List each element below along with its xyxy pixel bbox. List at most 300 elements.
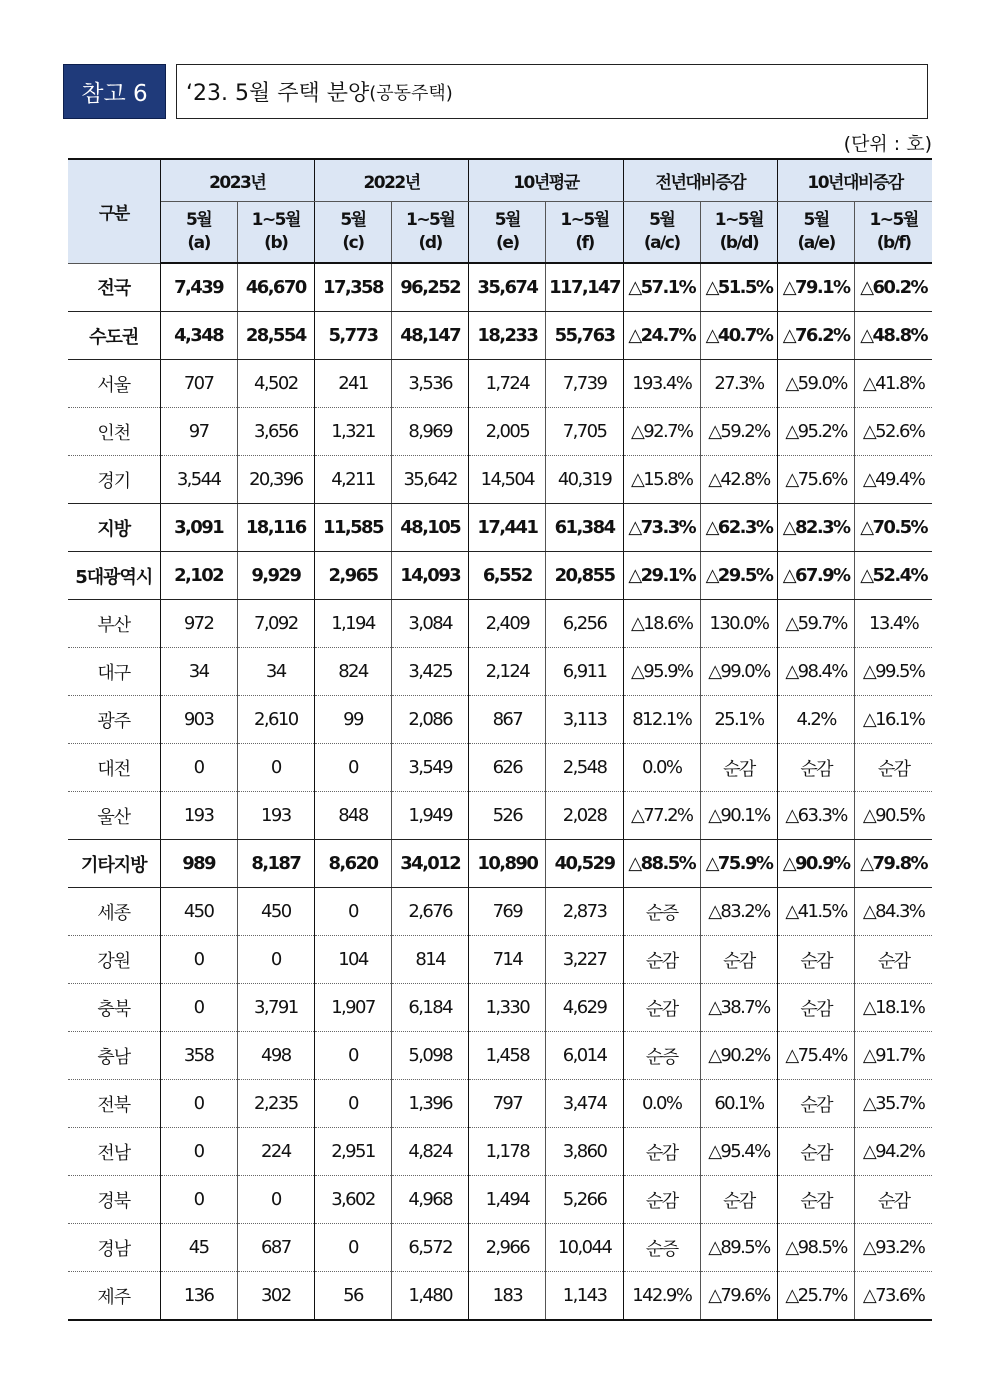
table-cell: △95.9% (623, 648, 700, 696)
row-label: 전북 (68, 1080, 160, 1128)
table-cell: △98.5% (778, 1224, 855, 1272)
table-cell: 193.4% (623, 360, 700, 408)
header-subcol-code: (b/d) (719, 233, 759, 253)
table-cell: 2,235 (237, 1080, 314, 1128)
table-cell: 6,014 (546, 1032, 623, 1080)
table-cell: 48,105 (392, 504, 469, 552)
table-row (68, 984, 932, 1032)
table-cell: △83.2% (700, 888, 777, 936)
table-cell: 순증 (623, 888, 700, 936)
table-row (68, 696, 932, 744)
table-cell: 순감 (778, 1080, 855, 1128)
table-cell: 2,610 (237, 696, 314, 744)
table-cell: 3,474 (546, 1080, 623, 1128)
header-subcol (237, 202, 314, 264)
table-cell: 40,529 (546, 840, 623, 888)
table-cell: 20,855 (546, 552, 623, 600)
table-cell: △92.7% (623, 408, 700, 456)
table-cell: △24.7% (623, 312, 700, 360)
table-cell: 3,549 (392, 744, 469, 792)
table-cell: 3,860 (546, 1128, 623, 1176)
table-cell: 10,044 (546, 1224, 623, 1272)
table-row (68, 1080, 932, 1128)
row-label: 세종 (68, 888, 160, 936)
header-group: 2023년 (160, 159, 314, 202)
table-header (68, 159, 932, 263)
header-subcol-period: 1~5월 (251, 210, 300, 230)
header-subcol (314, 202, 391, 264)
table-cell: 8,620 (314, 840, 391, 888)
table-cell: △40.7% (700, 312, 777, 360)
table-cell: 2,086 (392, 696, 469, 744)
table-cell: 4,211 (314, 456, 391, 504)
table-row (68, 1272, 932, 1321)
table-cell: 7,439 (160, 263, 237, 312)
table-row (68, 312, 932, 360)
row-label: 지방 (68, 504, 160, 552)
table-cell: 순감 (623, 936, 700, 984)
header-subcol (160, 202, 237, 264)
table-cell: 1,458 (469, 1032, 546, 1080)
table-cell: 10,890 (469, 840, 546, 888)
table-cell: 2,028 (546, 792, 623, 840)
table-cell: △82.3% (778, 504, 855, 552)
table-cell: 순감 (778, 744, 855, 792)
table-cell: 27.3% (700, 360, 777, 408)
table-row (68, 1176, 932, 1224)
header-subcol-period: 1~5월 (869, 210, 918, 230)
table-cell: △89.5% (700, 1224, 777, 1272)
table-cell: 순감 (623, 1176, 700, 1224)
table-cell: 707 (160, 360, 237, 408)
table-cell: △77.2% (623, 792, 700, 840)
table-cell: △18.1% (855, 984, 932, 1032)
table-cell: 136 (160, 1272, 237, 1321)
table-cell: 7,705 (546, 408, 623, 456)
table-cell: 4,824 (392, 1128, 469, 1176)
table-cell: △51.5% (700, 263, 777, 312)
table-cell: 2,005 (469, 408, 546, 456)
table-cell: △60.2% (855, 263, 932, 312)
table-cell: 순감 (855, 936, 932, 984)
table-cell: 45 (160, 1224, 237, 1272)
table-row (68, 1224, 932, 1272)
table-row (68, 360, 932, 408)
table-row (68, 552, 932, 600)
table-cell: 0 (237, 936, 314, 984)
row-label: 강원 (68, 936, 160, 984)
table-cell: 4,629 (546, 984, 623, 1032)
table-cell: 814 (392, 936, 469, 984)
row-label: 대구 (68, 648, 160, 696)
table-cell: 3,113 (546, 696, 623, 744)
title-box (176, 64, 928, 119)
table-cell: 1,907 (314, 984, 391, 1032)
table-row (68, 504, 932, 552)
table-cell: 0 (237, 1176, 314, 1224)
table-cell: △67.9% (778, 552, 855, 600)
table-cell: 3,091 (160, 504, 237, 552)
table-cell: 순감 (855, 744, 932, 792)
table-cell: 0 (160, 984, 237, 1032)
table-cell: △91.7% (855, 1032, 932, 1080)
header-subcol-period: 1~5월 (714, 210, 764, 230)
table-cell: △15.8% (623, 456, 700, 504)
table-cell: 2,965 (314, 552, 391, 600)
table-cell: 626 (469, 744, 546, 792)
row-label: 경기 (68, 456, 160, 504)
table-cell: 302 (237, 1272, 314, 1321)
table-cell: 867 (469, 696, 546, 744)
table-cell: 117,147 (546, 263, 623, 312)
table-cell: 2,548 (546, 744, 623, 792)
table-row (68, 456, 932, 504)
table-cell: △63.3% (778, 792, 855, 840)
table-cell: △52.4% (855, 552, 932, 600)
table-cell: 35,674 (469, 263, 546, 312)
table-cell: △59.2% (700, 408, 777, 456)
table-cell: 18,116 (237, 504, 314, 552)
table-cell: 순증 (623, 1224, 700, 1272)
table-cell: 358 (160, 1032, 237, 1080)
header-subcol-period: 5월 (803, 210, 829, 230)
row-label: 서울 (68, 360, 160, 408)
header-subcol-period: 5월 (340, 210, 366, 230)
table-cell: △84.3% (855, 888, 932, 936)
table-cell: 104 (314, 936, 391, 984)
table-cell: 2,409 (469, 600, 546, 648)
table-cell: 순감 (700, 936, 777, 984)
header-subcol-period: 5월 (649, 210, 675, 230)
table-cell: △75.4% (778, 1032, 855, 1080)
table-cell: 450 (160, 888, 237, 936)
table-cell: 1,321 (314, 408, 391, 456)
table-cell: 61,384 (546, 504, 623, 552)
table-cell: △29.5% (700, 552, 777, 600)
table-cell: 0 (160, 744, 237, 792)
table-row (68, 888, 932, 936)
table-cell: 9,929 (237, 552, 314, 600)
table-cell: 2,951 (314, 1128, 391, 1176)
table-cell: △16.1% (855, 696, 932, 744)
page-subtitle: (공동주택) (369, 82, 453, 104)
row-label: 5대광역시 (68, 552, 160, 600)
header-subcol (546, 202, 623, 264)
table-cell: △59.7% (778, 600, 855, 648)
table-cell: 687 (237, 1224, 314, 1272)
table-cell: 11,585 (314, 504, 391, 552)
table-cell: 6,552 (469, 552, 546, 600)
table-row (68, 648, 932, 696)
header-subcol-code: (c) (342, 233, 364, 253)
table-cell: 0 (160, 1080, 237, 1128)
table-cell: 순감 (623, 1128, 700, 1176)
table-cell: 3,425 (392, 648, 469, 696)
table-cell: 28,554 (237, 312, 314, 360)
row-label: 인천 (68, 408, 160, 456)
table-cell: 903 (160, 696, 237, 744)
row-label: 경북 (68, 1176, 160, 1224)
table-cell: 46,670 (237, 263, 314, 312)
table-cell: 5,266 (546, 1176, 623, 1224)
table-cell: △75.6% (778, 456, 855, 504)
header-subcol (855, 202, 932, 264)
table-cell: 6,184 (392, 984, 469, 1032)
table-cell: △41.8% (855, 360, 932, 408)
table-cell: △48.8% (855, 312, 932, 360)
table-row (68, 792, 932, 840)
table-cell: 7,739 (546, 360, 623, 408)
header-subcol-code: (a/c) (643, 233, 680, 253)
table-cell: 4.2% (778, 696, 855, 744)
table-cell: 3,791 (237, 984, 314, 1032)
table-row (68, 744, 932, 792)
header-group: 10년평균 (469, 159, 623, 202)
header-subcol (392, 202, 469, 264)
table-cell: 450 (237, 888, 314, 936)
housing-supply-table (68, 158, 932, 1321)
table-cell: 0 (160, 1176, 237, 1224)
row-label: 광주 (68, 696, 160, 744)
table-cell: 498 (237, 1032, 314, 1080)
table-cell: △59.0% (778, 360, 855, 408)
table-row (68, 600, 932, 648)
header-subcol (469, 202, 546, 264)
table-cell: 48,147 (392, 312, 469, 360)
table-cell: 14,093 (392, 552, 469, 600)
table-cell: 3,536 (392, 360, 469, 408)
table-cell: △73.3% (623, 504, 700, 552)
header-group: 전년대비증감 (623, 159, 777, 202)
table-cell: △79.6% (700, 1272, 777, 1321)
row-label: 기타지방 (68, 840, 160, 888)
table-cell: △90.5% (855, 792, 932, 840)
table-cell: 1,143 (546, 1272, 623, 1321)
table-cell: 989 (160, 840, 237, 888)
table-cell: 0 (314, 744, 391, 792)
table-cell: △70.5% (855, 504, 932, 552)
reference-badge: 참고 6 (63, 64, 166, 119)
table-cell: 순감 (855, 1176, 932, 1224)
table-cell: 순감 (778, 1176, 855, 1224)
table-cell: 2,966 (469, 1224, 546, 1272)
table-cell: 8,187 (237, 840, 314, 888)
table-cell: 4,348 (160, 312, 237, 360)
row-label: 수도권 (68, 312, 160, 360)
table-cell: 769 (469, 888, 546, 936)
table-cell: 1,494 (469, 1176, 546, 1224)
table-cell: 0.0% (623, 1080, 700, 1128)
table-cell: △95.4% (700, 1128, 777, 1176)
table-cell: 972 (160, 600, 237, 648)
row-label: 제주 (68, 1272, 160, 1321)
table-cell: 142.9% (623, 1272, 700, 1321)
table-cell: 5,773 (314, 312, 391, 360)
table-cell: 812.1% (623, 696, 700, 744)
table-cell: 순감 (778, 936, 855, 984)
table-cell: 1,194 (314, 600, 391, 648)
table-cell: 8,969 (392, 408, 469, 456)
table-cell: 0 (314, 1080, 391, 1128)
table-cell: △35.7% (855, 1080, 932, 1128)
table-cell: 3,656 (237, 408, 314, 456)
table-cell: 0 (314, 888, 391, 936)
row-label: 전남 (68, 1128, 160, 1176)
table-cell: 순감 (778, 984, 855, 1032)
table-cell: 1,178 (469, 1128, 546, 1176)
table-cell: △49.4% (855, 456, 932, 504)
table-cell: 18,233 (469, 312, 546, 360)
table-cell: 3,084 (392, 600, 469, 648)
table-cell: 순증 (623, 1032, 700, 1080)
table-cell: 1,480 (392, 1272, 469, 1321)
table-cell: △95.2% (778, 408, 855, 456)
table-cell: △41.5% (778, 888, 855, 936)
table-cell: 35,642 (392, 456, 469, 504)
table-cell: 17,441 (469, 504, 546, 552)
table-cell: △75.9% (700, 840, 777, 888)
table-cell: 193 (160, 792, 237, 840)
table-cell: 96,252 (392, 263, 469, 312)
table-cell: 1,330 (469, 984, 546, 1032)
table-cell: △52.6% (855, 408, 932, 456)
table-cell: 2,102 (160, 552, 237, 600)
table-cell: △99.5% (855, 648, 932, 696)
table-cell: △42.8% (700, 456, 777, 504)
row-label: 울산 (68, 792, 160, 840)
table-cell: △79.1% (778, 263, 855, 312)
table-cell: 193 (237, 792, 314, 840)
table-cell: 6,572 (392, 1224, 469, 1272)
table-cell: 2,124 (469, 648, 546, 696)
table-cell: △90.9% (778, 840, 855, 888)
row-label: 부산 (68, 600, 160, 648)
table-cell: 130.0% (700, 600, 777, 648)
page-title: ‘23. 5월 주택 분양 (186, 81, 370, 106)
table-cell: △29.1% (623, 552, 700, 600)
header-subcol-code: (b) (264, 233, 288, 253)
table-cell: △99.0% (700, 648, 777, 696)
table-cell: 1,949 (392, 792, 469, 840)
table-cell: △73.6% (855, 1272, 932, 1321)
table-cell: 7,092 (237, 600, 314, 648)
table-cell: △38.7% (700, 984, 777, 1032)
table-cell: 183 (469, 1272, 546, 1321)
table-cell: 0 (237, 744, 314, 792)
table-row (68, 936, 932, 984)
table-row (68, 1032, 932, 1080)
header-stub: 구분 (68, 159, 160, 263)
table-cell: 55,763 (546, 312, 623, 360)
table-cell: 526 (469, 792, 546, 840)
table-body (68, 263, 932, 1320)
table-row (68, 1128, 932, 1176)
table-cell: 99 (314, 696, 391, 744)
row-label: 대전 (68, 744, 160, 792)
table-cell: 20,396 (237, 456, 314, 504)
table-cell: 2,873 (546, 888, 623, 936)
table-cell: 34 (160, 648, 237, 696)
table-cell: 순감 (778, 1128, 855, 1176)
table-cell: 4,968 (392, 1176, 469, 1224)
header-subcol-code: (a) (187, 233, 210, 253)
row-label: 전국 (68, 263, 160, 312)
table-cell: 6,256 (546, 600, 623, 648)
table-cell: △94.2% (855, 1128, 932, 1176)
header-subcol-code: (f) (575, 233, 594, 253)
table-cell: △62.3% (700, 504, 777, 552)
header-group: 10년대비증감 (778, 159, 932, 202)
table-cell: 13.4% (855, 600, 932, 648)
table-cell: 3,544 (160, 456, 237, 504)
table-cell: 1,396 (392, 1080, 469, 1128)
header-subcol-code: (b/f) (876, 233, 911, 253)
table-cell: 0 (314, 1224, 391, 1272)
table-cell: 1,724 (469, 360, 546, 408)
table-cell: 2,676 (392, 888, 469, 936)
table-cell: 34,012 (392, 840, 469, 888)
table-cell: △90.2% (700, 1032, 777, 1080)
table-cell: 824 (314, 648, 391, 696)
table-cell: 3,227 (546, 936, 623, 984)
table-cell: 3,602 (314, 1176, 391, 1224)
table-cell: 714 (469, 936, 546, 984)
table-cell: △90.1% (700, 792, 777, 840)
table-cell: △25.7% (778, 1272, 855, 1321)
table-cell: △98.4% (778, 648, 855, 696)
row-label: 경남 (68, 1224, 160, 1272)
table-cell: 56 (314, 1272, 391, 1321)
header-subcol-period: 1~5월 (405, 210, 455, 230)
header-subcol-period: 1~5월 (560, 210, 609, 230)
header-subcol (778, 202, 855, 264)
row-label: 충북 (68, 984, 160, 1032)
table-cell: △88.5% (623, 840, 700, 888)
header-subcol-period: 5월 (494, 210, 520, 230)
table-cell: 14,504 (469, 456, 546, 504)
table-cell: 224 (237, 1128, 314, 1176)
table-cell: △18.6% (623, 600, 700, 648)
table-cell: 0.0% (623, 744, 700, 792)
table-row (68, 263, 932, 312)
table-cell: △79.8% (855, 840, 932, 888)
table-cell: 순감 (700, 1176, 777, 1224)
table-cell: 5,098 (392, 1032, 469, 1080)
header-group: 2022년 (314, 159, 468, 202)
row-label: 충남 (68, 1032, 160, 1080)
table-cell: 순감 (623, 984, 700, 1032)
table-cell: 6,911 (546, 648, 623, 696)
table-cell: 848 (314, 792, 391, 840)
unit-note: (단위 : 호) (843, 133, 932, 155)
table-cell: 60.1% (700, 1080, 777, 1128)
table-cell: △57.1% (623, 263, 700, 312)
header-subcol-code: (e) (496, 233, 519, 253)
table-cell: 241 (314, 360, 391, 408)
table-cell: 40,319 (546, 456, 623, 504)
header-subcol-code: (a/e) (797, 233, 835, 253)
header-subcol (700, 202, 777, 264)
header-subcol-code: (d) (418, 233, 442, 253)
header-subcol (623, 202, 700, 264)
table-cell: 4,502 (237, 360, 314, 408)
table-cell: 0 (160, 1128, 237, 1176)
table-cell: 17,358 (314, 263, 391, 312)
table-cell: 34 (237, 648, 314, 696)
table-cell: 797 (469, 1080, 546, 1128)
table-row (68, 840, 932, 888)
table-cell: △93.2% (855, 1224, 932, 1272)
